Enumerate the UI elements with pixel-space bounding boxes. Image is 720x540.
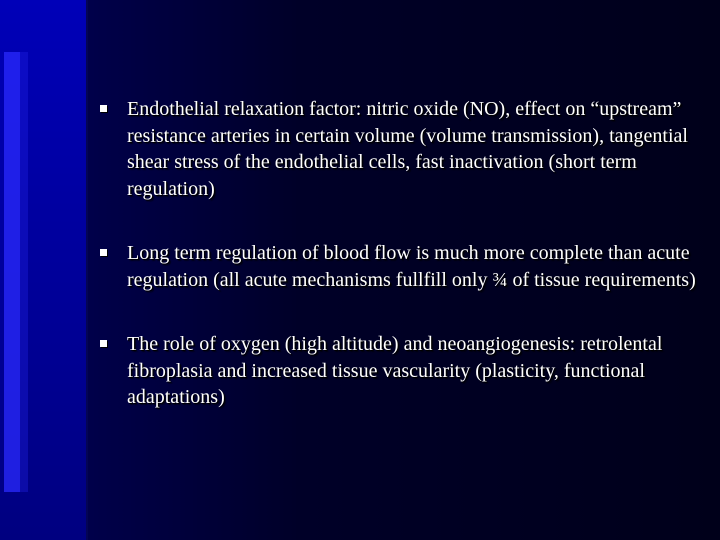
bullet-text-1: Endothelial relaxation factor: nitric oxide (NO), effect on “upstream” resistance arteries in certain volume (volume transmission), tangential shear stress of the endothelial cells, fast inactivation (short term regulation) bbox=[127, 98, 688, 200]
bullet-item-2 bbox=[96, 240, 706, 293]
bullet-item-1 bbox=[96, 96, 706, 202]
checker-pattern bbox=[4, 52, 20, 492]
left-decorative-strip bbox=[0, 0, 86, 540]
bullet-text-3: The role of oxygen (high altitude) and neoangiogenesis: retrolental fibroplasia and increased tissue vascularity (plasticity, functional adaptations) bbox=[127, 333, 663, 408]
bullet-list bbox=[96, 96, 706, 449]
strip-divider bbox=[86, 0, 88, 540]
square-bullet-icon bbox=[100, 340, 107, 347]
bullet-item-3 bbox=[96, 331, 706, 411]
bullet-text-2: Long term regulation of blood flow is much more complete than acute regulation (all acute mechanisms fullfill only ¾ of tissue requirements) bbox=[127, 242, 696, 291]
checker-pattern-secondary bbox=[20, 52, 28, 492]
square-bullet-icon bbox=[100, 249, 107, 256]
square-bullet-icon bbox=[100, 105, 107, 112]
